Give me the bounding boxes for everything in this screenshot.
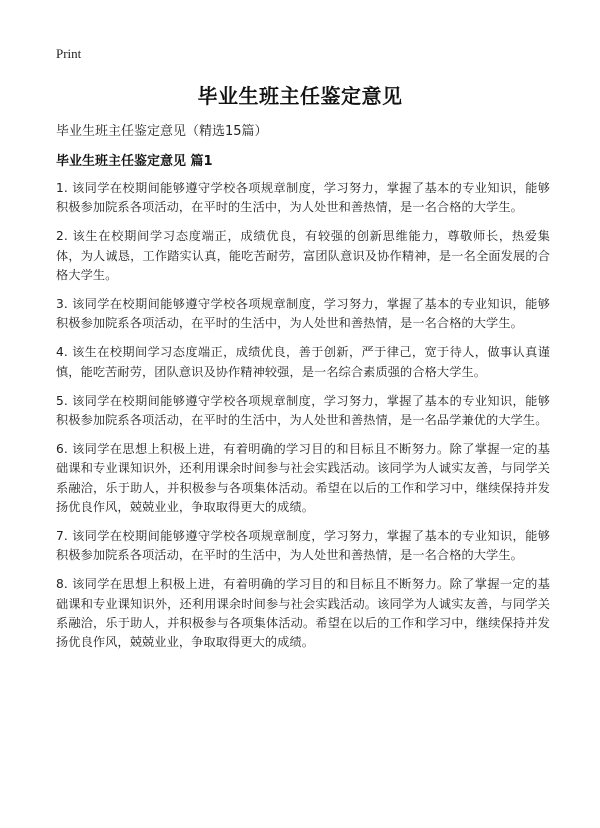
paragraph-4: 4. 该生在校期间学习态度端正，成绩优良，善于创新，严于律己，宽于待人，做事认真谨慎，能吃苦耐劳，团队意识及协作精神较强，是一名综合素质强的合格大学生。 xyxy=(56,345,550,379)
print-label[interactable]: Print xyxy=(56,46,82,61)
page-title: 毕业生班主任鉴定意见 xyxy=(197,84,403,108)
document-body xyxy=(56,179,550,662)
paragraph-6: 6. 该同学在思想上积极上进，有着明确的学习目的和目标且不断努力。除了掌握一定的基础课和专业课知识外，还利用课余时间参与社会实践活动。该同学为人诚实友善，与同学关系融洽，乐于助人，并积极参与各项集体活动。希望在以后的工作和学习中，继续保持并发扬优良作风，兢兢业业，争取取得更大的成绩。 xyxy=(56,442,550,514)
paragraph-7: 7. 该同学在校期间能够遵守学校各项规章制度，学习努力，掌握了基本的专业知识，能够积极参加院系各项活动，在平时的生活中，为人处世和善热情，是一名合格的大学生。 xyxy=(56,529,550,563)
paragraph-1: 1. 该同学在校期间能够遵守学校各项规章制度，学习努力，掌握了基本的专业知识，能够积极参加院系各项活动，在平时的生活中，为人处世和善热情，是一名合格的大学生。 xyxy=(56,181,550,215)
section-heading: 毕业生班主任鉴定意见 篇1 xyxy=(56,154,213,169)
paragraph-2: 2. 该生在校期间学习态度端正，成绩优良，有较强的创新思维能力，尊敬师长，热爱集体，为人诚恳，工作踏实认真，能吃苦耐劳，富团队意识及协作精神，是一名全面发展的合格大学生。 xyxy=(56,229,550,282)
paragraph-3: 3. 该同学在校期间能够遵守学校各项规章制度，学习努力，掌握了基本的专业知识，能够积极参加院系各项活动，在平时的生活中，为人处世和善热情，是一名合格的大学生。 xyxy=(56,297,550,331)
paragraph-5: 5. 该同学在校期间能够遵守学校各项规章制度，学习努力，掌握了基本的专业知识，能够积极参加院系各项活动，在平时的生活中，为人处世和善热情，是一名品学兼优的大学生。 xyxy=(56,393,550,428)
document-subtitle: 毕业生班主任鉴定意见（精选15篇） xyxy=(56,124,268,139)
paragraph-8: 8. 该同学在思想上积极上进，有着明确的学习目的和目标且不断努力。除了掌握一定的基础课和专业课知识外，还利用课余时间参与社会实践活动。该同学为人诚实友善，与同学关系融洽，乐于助人，并积极参与各项集体活动。希望在以后的工作和学习中，继续保持并发扬优良作风，兢兢业业，争取取得更大的成绩。 xyxy=(56,577,550,650)
